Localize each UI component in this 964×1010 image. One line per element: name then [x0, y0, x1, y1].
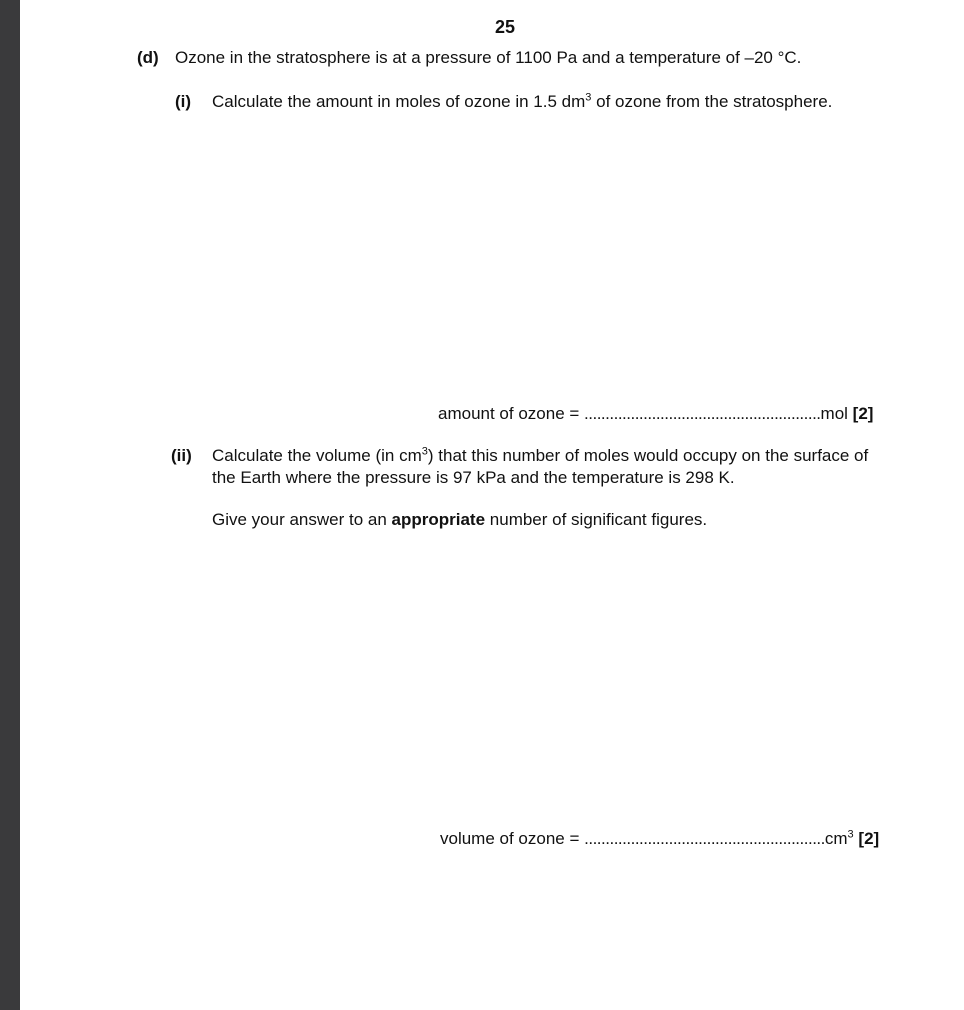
part-ii-label: (ii): [171, 446, 192, 465]
part-i-marks: [2]: [852, 404, 874, 423]
part-ii-answer-line: [440, 829, 879, 849]
part-ii-instruction-emphasis: appropriate: [391, 510, 486, 529]
part-i-label: (i): [175, 92, 192, 111]
part-ii-marks: [2]: [858, 829, 880, 848]
part-ii-line1-superscript: 3: [421, 445, 428, 458]
part-ii-instruction-start: Give your answer to an: [212, 510, 392, 529]
part-i-text-end: of ozone from the stratosphere.: [591, 92, 833, 111]
part-ii-instruction-end: number of significant figures.: [485, 510, 708, 529]
part-i-question: [212, 92, 832, 112]
part-ii-question-line1: [212, 446, 868, 466]
part-ii-instruction: [212, 510, 707, 530]
viewer-left-edge: [0, 0, 20, 1010]
part-ii-line1-end: ) that this number of moles would occupy on the surface of: [427, 446, 869, 465]
page-number: 25: [495, 17, 516, 37]
part-ii-answer-unit: [825, 829, 854, 848]
part-i-text-start: Calculate the amount in moles of ozone in 1.5 dm: [212, 92, 586, 111]
part-ii-answer-label: volume of ozone =: [440, 829, 580, 848]
part-i-answer-unit: mol: [820, 404, 848, 423]
part-ii-question-line2: the Earth where the pressure is 97 kPa and the temperature is 298 K.: [212, 468, 735, 487]
part-ii-unit-text: cm: [824, 829, 848, 848]
part-ii-line1-start: Calculate the volume (in cm: [212, 446, 422, 465]
part-i-answer-line: [438, 404, 873, 424]
part-ii-answer-blank[interactable]: .........................................................: [584, 829, 825, 848]
part-ii-unit-superscript: 3: [847, 828, 854, 841]
part-i-answer-blank[interactable]: ........................................................: [584, 404, 821, 423]
part-i-answer-label: amount of ozone =: [438, 404, 580, 423]
part-i-unit-superscript: 3: [585, 91, 592, 104]
question-d-label: (d): [137, 48, 159, 67]
question-d-text: Ozone in the stratosphere is at a pressure of 1100 Pa and a temperature of –20 °C.: [175, 48, 802, 67]
